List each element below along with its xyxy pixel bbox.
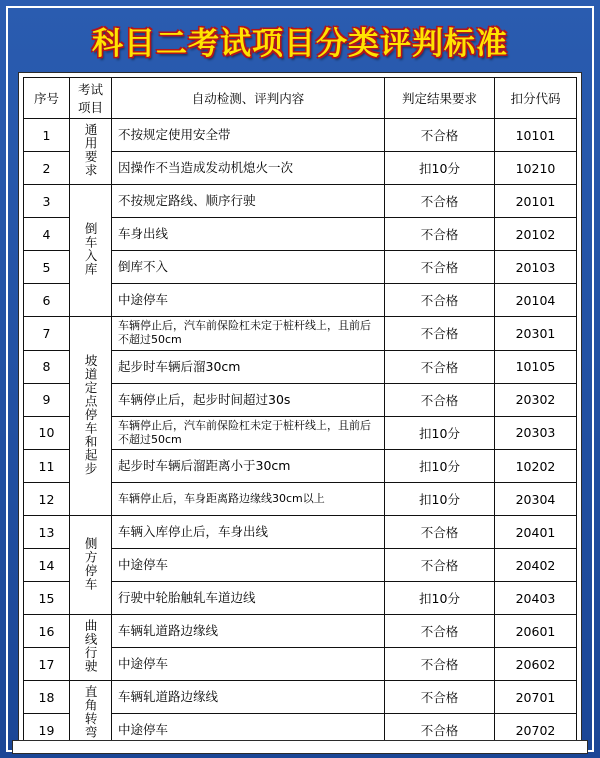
cell-seq: 11 <box>24 450 70 483</box>
cell-result: 扣10分 <box>385 152 495 185</box>
cell-code: 20403 <box>495 582 577 615</box>
cell-result: 扣10分 <box>385 483 495 516</box>
cell-code: 10210 <box>495 152 577 185</box>
cell-code: 20402 <box>495 549 577 582</box>
cell-seq: 3 <box>24 185 70 218</box>
cell-code: 20302 <box>495 383 577 416</box>
standards-table <box>23 77 577 747</box>
cell-description: 起步时车辆后溜距离小于30cm <box>112 450 385 483</box>
cell-description: 中途停车 <box>112 648 385 681</box>
category-label: 侧方停车 <box>83 536 99 591</box>
cell-result: 扣10分 <box>385 582 495 615</box>
cell-description: 中途停车 <box>112 714 385 747</box>
cell-seq: 2 <box>24 152 70 185</box>
table-row <box>24 516 577 549</box>
table-row <box>24 119 577 152</box>
cell-description: 起步时车辆后溜30cm <box>112 350 385 383</box>
cell-description: 车辆停止后，车身距离路边缘线30cm以上 <box>112 483 385 516</box>
table-body <box>24 119 577 747</box>
cell-description: 车辆轧道路边缘线 <box>112 615 385 648</box>
poster-title-area <box>18 14 582 66</box>
cell-code: 20103 <box>495 251 577 284</box>
cell-seq: 5 <box>24 251 70 284</box>
cell-code: 20301 <box>495 317 577 351</box>
cell-code: 20303 <box>495 416 577 450</box>
cell-seq: 6 <box>24 284 70 317</box>
cell-result: 不合格 <box>385 218 495 251</box>
category-label: 坡道定点停车和起步 <box>83 353 99 476</box>
table-row <box>24 615 577 648</box>
table-header <box>24 78 577 119</box>
cell-seq: 16 <box>24 615 70 648</box>
cell-category <box>70 516 112 615</box>
cell-result: 不合格 <box>385 284 495 317</box>
cell-code: 20102 <box>495 218 577 251</box>
cell-seq: 1 <box>24 119 70 152</box>
cell-seq: 14 <box>24 549 70 582</box>
cell-code: 20701 <box>495 681 577 714</box>
cell-code: 20601 <box>495 615 577 648</box>
cell-description: 车辆入库停止后，车身出线 <box>112 516 385 549</box>
cell-result: 不合格 <box>385 648 495 681</box>
cell-description: 车辆停止后，汽车前保险杠未定于桩杆线上，且前后不超过50cm <box>112 317 385 351</box>
cell-description: 车辆停止后，起步时间超过30s <box>112 383 385 416</box>
cell-description: 车身出线 <box>112 218 385 251</box>
cell-code: 10101 <box>495 119 577 152</box>
header-category: 考试项目 <box>70 78 112 119</box>
cell-result: 不合格 <box>385 516 495 549</box>
category-label: 倒车入库 <box>83 222 99 276</box>
cell-code: 20401 <box>495 516 577 549</box>
cell-category <box>70 317 112 516</box>
cell-category <box>70 119 112 185</box>
header-seq: 序号 <box>24 78 70 119</box>
cell-description: 中途停车 <box>112 549 385 582</box>
cell-result: 不合格 <box>385 317 495 351</box>
category-label: 通用要求 <box>83 123 99 177</box>
cell-description: 倒库不入 <box>112 251 385 284</box>
cell-result: 扣10分 <box>385 416 495 450</box>
cell-result: 不合格 <box>385 185 495 218</box>
standards-table-card <box>18 72 582 752</box>
cell-result: 不合格 <box>385 350 495 383</box>
cell-result: 不合格 <box>385 119 495 152</box>
table-row <box>24 681 577 714</box>
cell-description: 车辆轧道路边缘线 <box>112 681 385 714</box>
cell-description: 不按规定路线、顺序行驶 <box>112 185 385 218</box>
cell-description: 行驶中轮胎触轧车道边线 <box>112 582 385 615</box>
header-description: 自动检测、评判内容 <box>112 78 385 119</box>
cell-description: 不按规定使用安全带 <box>112 119 385 152</box>
cell-description: 因操作不当造成发动机熄火一次 <box>112 152 385 185</box>
cell-category <box>70 615 112 681</box>
cell-seq: 8 <box>24 350 70 383</box>
cell-seq: 4 <box>24 218 70 251</box>
cell-result: 不合格 <box>385 383 495 416</box>
cell-result: 扣10分 <box>385 450 495 483</box>
cell-result: 不合格 <box>385 251 495 284</box>
cell-seq: 15 <box>24 582 70 615</box>
category-label: 直角转弯 <box>83 685 99 740</box>
cell-result: 不合格 <box>385 615 495 648</box>
cell-code: 20602 <box>495 648 577 681</box>
page-title: 科目二考试项目分类评判标准 <box>92 25 508 62</box>
cell-description: 车辆停止后，汽车前保险杠未定于桩杆线上，且前后不超过50cm <box>112 416 385 450</box>
cell-code: 10202 <box>495 450 577 483</box>
cell-category <box>70 185 112 317</box>
cell-seq: 19 <box>24 714 70 747</box>
cell-code: 10105 <box>495 350 577 383</box>
table-row <box>24 185 577 218</box>
table-row <box>24 317 577 351</box>
cell-code: 20702 <box>495 714 577 747</box>
cell-seq: 12 <box>24 483 70 516</box>
cell-result: 不合格 <box>385 681 495 714</box>
cell-description: 中途停车 <box>112 284 385 317</box>
cell-code: 20304 <box>495 483 577 516</box>
cell-category <box>70 681 112 747</box>
cell-code: 20104 <box>495 284 577 317</box>
cell-result: 不合格 <box>385 549 495 582</box>
bottom-strip <box>12 740 588 754</box>
cell-code: 20101 <box>495 185 577 218</box>
category-label: 曲线行驶 <box>83 619 99 674</box>
cell-seq: 10 <box>24 416 70 450</box>
header-code: 扣分代码 <box>495 78 577 119</box>
table-header-row <box>24 78 577 119</box>
cell-result: 不合格 <box>385 714 495 747</box>
cell-seq: 17 <box>24 648 70 681</box>
cell-seq: 9 <box>24 383 70 416</box>
cell-seq: 7 <box>24 317 70 351</box>
cell-seq: 18 <box>24 681 70 714</box>
cell-seq: 13 <box>24 516 70 549</box>
header-result: 判定结果要求 <box>385 78 495 119</box>
